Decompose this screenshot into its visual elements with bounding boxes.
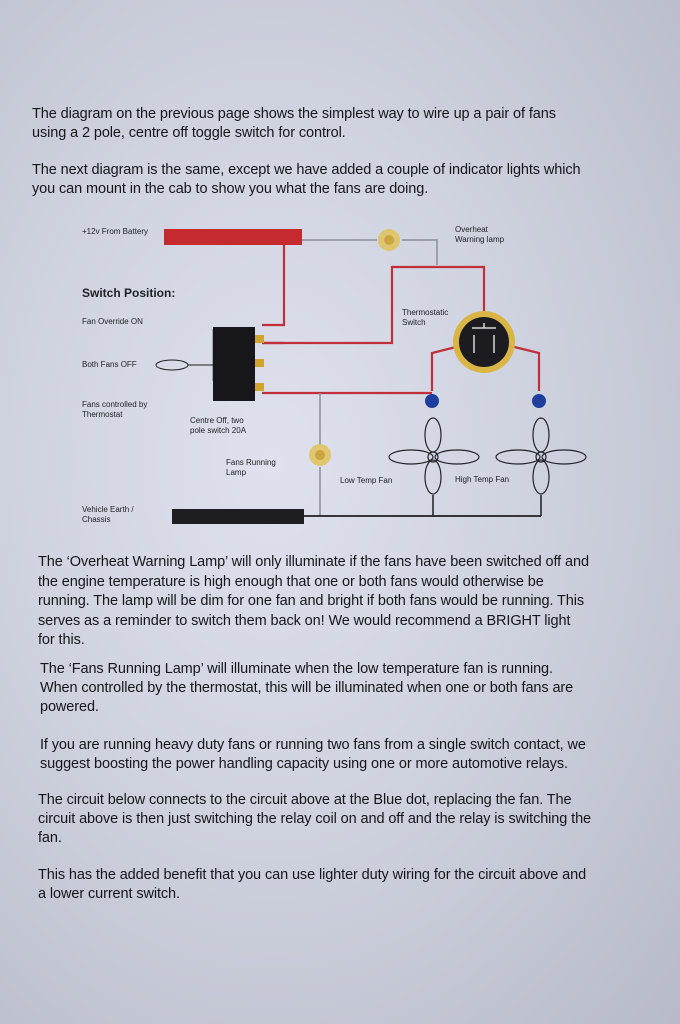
both-fans-off-label: Both Fans OFF bbox=[82, 360, 137, 369]
high-temp-fan-icon bbox=[496, 418, 586, 494]
overheat-lamp-label: Overheat Warning lamp bbox=[455, 225, 505, 244]
intro-paragraph-2: The next diagram is the same, except we have added a couple of indicator lights which you can mount in the cab to show you what the fans are doing. bbox=[32, 162, 581, 197]
switch-to-thermostat-wire bbox=[262, 267, 484, 343]
thermostat-label: Fans controlled by Thermostat bbox=[82, 400, 148, 419]
overheat-lamp-icon bbox=[378, 229, 400, 251]
intro-paragraph-1: The diagram on the previous page shows the simplest way to wire up a pair of fans using a 2 pole, centre off toggle switch for control. bbox=[32, 106, 556, 141]
battery-label: +12v From Battery bbox=[82, 227, 149, 236]
vehicle-earth-label: Vehicle Earth / Chassis bbox=[82, 505, 134, 524]
wiring-diagram-graphic bbox=[72, 215, 612, 535]
benefit-paragraph: This has the added benefit that you can use lighter duty wiring for the circuit above and a lower current switch. bbox=[38, 867, 587, 902]
low-fan-blue-dot bbox=[425, 394, 439, 408]
fans-running-lamp-label: Fans Running Lamp bbox=[226, 458, 276, 477]
overheat-lamp-wire-2 bbox=[402, 240, 437, 265]
low-temp-fan-label: Low Temp Fan bbox=[340, 476, 393, 485]
battery-bar bbox=[164, 229, 302, 245]
earth-bar bbox=[172, 509, 304, 524]
overheat-lamp-paragraph: The ‘Overheat Warning Lamp’ will only illuminate if the fans have been switched off and the engine temperature is high enough that one or both fans would otherwise be running. The lamp will be dim for one fan and bright if both fans would be running. This serves as a reminder to switch them back on! We would recommend a BRIGHT light for this. bbox=[38, 554, 589, 648]
battery-to-switch-wire bbox=[262, 245, 284, 325]
relay-circuit-paragraph: The circuit below connects to the circuit above at the Blue dot, replacing the fan. The circuit above is then just switching the relay coil on and off and the relay is switching the fan. bbox=[38, 792, 592, 846]
fan-override-label: Fan Override ON bbox=[82, 317, 143, 326]
high-temp-fan-label: High Temp Fan bbox=[455, 475, 510, 484]
thermostatic-switch-label: Thermostatic Switch bbox=[402, 308, 449, 327]
thermostatic-switch-icon bbox=[453, 311, 515, 373]
relay-suggestion-paragraph: If you are running heavy duty fans or running two fans from a single switch contact, we suggest boosting the power handling capacity using one or more automotive relays. bbox=[40, 737, 586, 772]
fans-running-lamp-paragraph: The ‘Fans Running Lamp’ will illuminate when the low temperature fan is running. When controlled by the thermostat, this will be illuminated when one or both fans are powered. bbox=[40, 661, 574, 715]
fans-running-lamp-icon bbox=[309, 444, 331, 466]
switch-position-heading: Switch Position: bbox=[82, 286, 176, 300]
toggle-switch-icon bbox=[156, 327, 264, 401]
centre-off-switch-label: Centre Off, two pole switch 20A bbox=[190, 416, 247, 435]
high-fan-blue-dot bbox=[532, 394, 546, 408]
wiring-diagram bbox=[72, 215, 612, 535]
